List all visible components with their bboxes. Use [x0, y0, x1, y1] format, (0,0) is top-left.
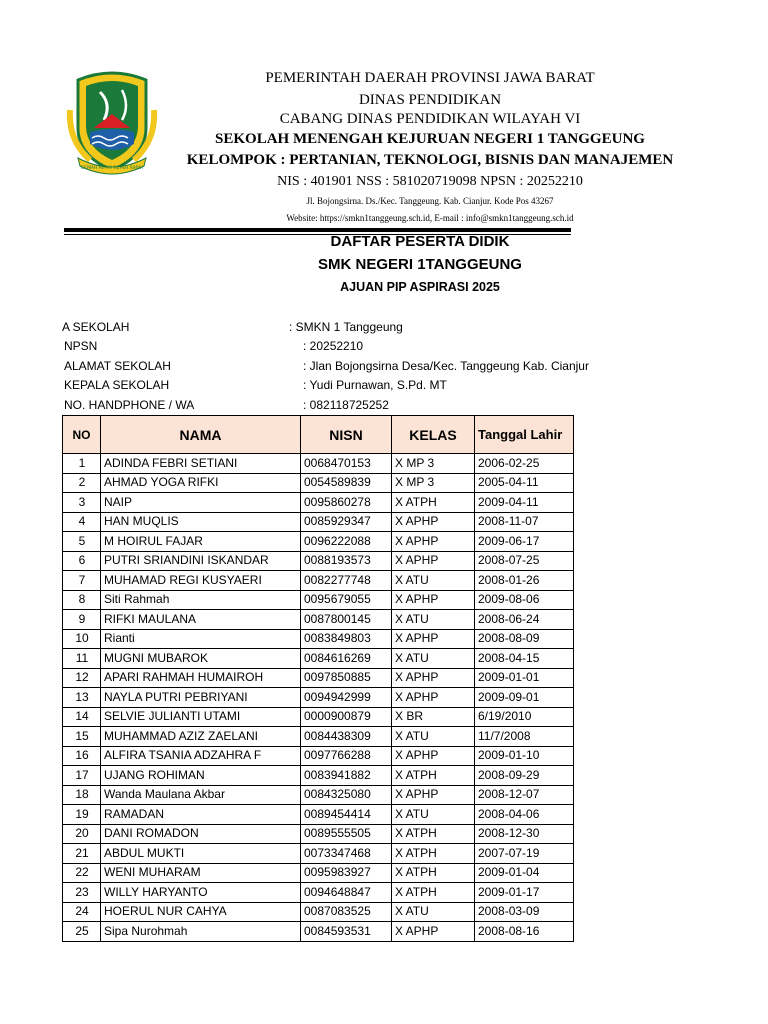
cell-no: 4: [63, 512, 101, 532]
table-row: [63, 590, 574, 610]
cell-nisn: 0095679055: [301, 590, 392, 610]
cell-nisn: 0083849803: [301, 629, 392, 649]
cell-tanggal-lahir: 2005-04-11: [475, 473, 574, 493]
cell-nama: Sipa Nurohmah: [101, 922, 301, 942]
cell-kelas: X MP 3: [392, 473, 475, 493]
cell-kelas: X ATU: [392, 571, 475, 591]
cell-nama: HOERUL NUR CAHYA: [101, 902, 301, 922]
cell-nama: MUHAMAD REGI KUSYAERI: [101, 571, 301, 591]
table-row: [63, 668, 574, 688]
cell-kelas: X ATPH: [392, 824, 475, 844]
letterhead-department: DINAS PENDIDIKAN: [358, 92, 502, 108]
cell-tanggal-lahir: 2008-07-25: [475, 551, 574, 571]
cell-no: 13: [63, 688, 101, 708]
letterhead-website: Website: https://smkn1tanggeung.sch.id, E-mail : info@smkn1tanggeung.sch.id: [286, 213, 574, 223]
cell-nama: DANI ROMADON: [101, 824, 301, 844]
west-java-crest-logo: [64, 70, 160, 176]
cell-nama: PUTRI SRIANDINI ISKANDAR: [101, 551, 301, 571]
cell-kelas: X MP 3: [392, 454, 475, 474]
cell-nisn: 0084325080: [301, 785, 392, 805]
table-row: [63, 649, 574, 669]
info-label-npsn: NPSN: [64, 339, 98, 353]
cell-nisn: 0088193573: [301, 551, 392, 571]
cell-nama: ADINDA FEBRI SETIANI: [101, 454, 301, 474]
cell-tanggal-lahir: 2008-06-24: [475, 610, 574, 630]
cell-no: 14: [63, 707, 101, 727]
cell-nisn: 0097766288: [301, 746, 392, 766]
cell-kelas: X ATU: [392, 902, 475, 922]
table-row: [63, 844, 574, 864]
cell-nisn: 0095860278: [301, 493, 392, 513]
cell-no: 22: [63, 863, 101, 883]
cell-nama: APARI RAHMAH HUMAIROH: [101, 668, 301, 688]
cell-nama: Siti Rahmah: [101, 590, 301, 610]
cell-nisn: 0083941882: [301, 766, 392, 786]
cell-no: 23: [63, 883, 101, 903]
info-value-phone: : 082118725252: [303, 398, 389, 412]
table-row: [63, 473, 574, 493]
table-row: [63, 766, 574, 786]
cell-kelas: X APHP: [392, 512, 475, 532]
cell-nama: ALFIRA TSANIA ADZAHRA F: [101, 746, 301, 766]
cell-nisn: 0087083525: [301, 902, 392, 922]
info-label-school: A SEKOLAH: [62, 320, 130, 334]
cell-no: 12: [63, 668, 101, 688]
cell-kelas: X APHP: [392, 668, 475, 688]
cell-tanggal-lahir: 2008-04-15: [475, 649, 574, 669]
cell-nisn: 0082277748: [301, 571, 392, 591]
info-value-address: : Jlan Bojongsirna Desa/Kec. Tanggeung Kab. Cianjur: [303, 359, 589, 373]
document-title: DAFTAR PESERTA DIDIK: [330, 233, 510, 250]
cell-tanggal-lahir: 2009-01-17: [475, 883, 574, 903]
cell-tanggal-lahir: 2008-09-29: [475, 766, 574, 786]
cell-nisn: 0089555505: [301, 824, 392, 844]
cell-tanggal-lahir: 2009-01-10: [475, 746, 574, 766]
cell-no: 1: [63, 454, 101, 474]
cell-no: 2: [63, 473, 101, 493]
cell-tanggal-lahir: 2008-11-07: [475, 512, 574, 532]
cell-kelas: X APHP: [392, 922, 475, 942]
cell-tanggal-lahir: 2006-02-25: [475, 454, 574, 474]
cell-nisn: 0097850885: [301, 668, 392, 688]
cell-kelas: X ATU: [392, 610, 475, 630]
cell-tanggal-lahir: 2008-12-30: [475, 824, 574, 844]
cell-nisn: 0073347468: [301, 844, 392, 864]
cell-nisn: 0084593531: [301, 922, 392, 942]
table-row: [63, 883, 574, 903]
cell-no: 15: [63, 727, 101, 747]
cell-nisn: 0085929347: [301, 512, 392, 532]
cell-tanggal-lahir: 2009-01-04: [475, 863, 574, 883]
info-value-principal: : Yudi Purnawan, S.Pd. MT: [303, 378, 447, 392]
letterhead-school-group: KELOMPOK : PERTANIAN, TEKNOLOGI, BISNIS DAN MANAJEMEN: [186, 152, 674, 168]
cell-kelas: X ATPH: [392, 766, 475, 786]
cell-kelas: X ATU: [392, 649, 475, 669]
cell-tanggal-lahir: 2009-04-11: [475, 493, 574, 513]
cell-nisn: 0096222088: [301, 532, 392, 552]
table-row: [63, 688, 574, 708]
table-row: [63, 785, 574, 805]
cell-tanggal-lahir: 2008-03-09: [475, 902, 574, 922]
table-row: [63, 727, 574, 747]
table-row: [63, 610, 574, 630]
table-row: [63, 902, 574, 922]
cell-kelas: X APHP: [392, 590, 475, 610]
cell-kelas: X BR: [392, 707, 475, 727]
table-row: [63, 454, 574, 474]
info-value-npsn: : 20252210: [303, 339, 364, 353]
table-row: [63, 629, 574, 649]
letterhead-school-name: SEKOLAH MENENGAH KEJURUAN NEGERI 1 TANGGEUNG: [215, 131, 645, 147]
cell-no: 24: [63, 902, 101, 922]
logo-motto: GEMAH RIPAH REPEH RAPIH: [80, 166, 144, 171]
table-row: [63, 551, 574, 571]
cell-kelas: X ATU: [392, 805, 475, 825]
cell-nama: NAYLA PUTRI PEBRIYANI: [101, 688, 301, 708]
cell-nama: HAN MUQLIS: [101, 512, 301, 532]
cell-kelas: X APHP: [392, 629, 475, 649]
cell-nisn: 0084616269: [301, 649, 392, 669]
info-label-address: ALAMAT SEKOLAH: [64, 359, 171, 373]
cell-kelas: X APHP: [392, 551, 475, 571]
letterhead-government: PEMERINTAH DAERAH PROVINSI JAWA BARAT: [265, 70, 595, 86]
cell-nama: SELVIE JULIANTI UTAMI: [101, 707, 301, 727]
table-row: [63, 922, 574, 942]
cell-nama: MUGNI MUBAROK: [101, 649, 301, 669]
cell-tanggal-lahir: 2008-04-06: [475, 805, 574, 825]
table-row: [63, 707, 574, 727]
cell-tanggal-lahir: 6/19/2010: [475, 707, 574, 727]
cell-nisn: 0094942999: [301, 688, 392, 708]
cell-tanggal-lahir: 2009-08-06: [475, 590, 574, 610]
cell-nama: Rianti: [101, 629, 301, 649]
cell-nama: Wanda Maulana Akbar: [101, 785, 301, 805]
column-header-nisn: NISN: [301, 416, 392, 454]
document-subtitle-school: SMK NEGERI 1TANGGEUNG: [318, 256, 522, 273]
cell-nama: NAIP: [101, 493, 301, 513]
table-header-row: [63, 416, 574, 454]
cell-nisn: 0054589839: [301, 473, 392, 493]
cell-nisn: 0087800145: [301, 610, 392, 630]
table-row: [63, 532, 574, 552]
cell-kelas: X APHP: [392, 746, 475, 766]
cell-no: 21: [63, 844, 101, 864]
cell-no: 25: [63, 922, 101, 942]
cell-nisn: 0094648847: [301, 883, 392, 903]
cell-nama: AHMAD YOGA RIFKI: [101, 473, 301, 493]
cell-tanggal-lahir: 2009-06-17: [475, 532, 574, 552]
cell-nama: MUHAMMAD AZIZ ZAELANI: [101, 727, 301, 747]
cell-nisn: 0089454414: [301, 805, 392, 825]
cell-kelas: X ATPH: [392, 883, 475, 903]
table-row: [63, 863, 574, 883]
column-header-no: NO: [63, 416, 101, 454]
cell-nisn: 0084438309: [301, 727, 392, 747]
document-subtitle-program: AJUAN PIP ASPIRASI 2025: [340, 280, 500, 294]
cell-no: 16: [63, 746, 101, 766]
cell-nisn: 0000900879: [301, 707, 392, 727]
table-row: [63, 512, 574, 532]
cell-nama: RIFKI MAULANA: [101, 610, 301, 630]
column-header-tanggal-lahir: Tanggal Lahir: [475, 416, 574, 454]
cell-kelas: X APHP: [392, 785, 475, 805]
cell-tanggal-lahir: 2008-08-09: [475, 629, 574, 649]
cell-kelas: X ATPH: [392, 493, 475, 513]
letterhead-address: Jl. Bojongsirna. Ds./Kec. Tanggeung. Kab. Cianjur. Kode Pos 43267: [306, 196, 554, 206]
cell-kelas: X APHP: [392, 688, 475, 708]
table-row: [63, 571, 574, 591]
letterhead-school-ids: NIS : 401901 NSS : 581020719098 NPSN : 20252210: [277, 174, 583, 189]
cell-kelas: X APHP: [392, 532, 475, 552]
cell-kelas: X ATU: [392, 727, 475, 747]
cell-kelas: X ATPH: [392, 863, 475, 883]
cell-nama: WILLY HARYANTO: [101, 883, 301, 903]
info-value-school: : SMKN 1 Tanggeung: [289, 320, 403, 334]
letterhead-divider-thick: [64, 228, 571, 232]
table-row: [63, 746, 574, 766]
cell-nama: M HOIRUL FAJAR: [101, 532, 301, 552]
table-row: [63, 824, 574, 844]
table-row: [63, 493, 574, 513]
cell-tanggal-lahir: 2009-01-01: [475, 668, 574, 688]
cell-nama: ABDUL MUKTI: [101, 844, 301, 864]
cell-tanggal-lahir: 2008-01-26: [475, 571, 574, 591]
cell-no: 10: [63, 629, 101, 649]
cell-tanggal-lahir: 2008-12-07: [475, 785, 574, 805]
cell-no: 18: [63, 785, 101, 805]
cell-tanggal-lahir: 2007-07-19: [475, 844, 574, 864]
info-label-phone: NO. HANDPHONE / WA: [64, 398, 195, 412]
cell-tanggal-lahir: 2009-09-01: [475, 688, 574, 708]
cell-no: 19: [63, 805, 101, 825]
cell-no: 11: [63, 649, 101, 669]
cell-no: 3: [63, 493, 101, 513]
cell-no: 8: [63, 590, 101, 610]
cell-tanggal-lahir: 11/7/2008: [475, 727, 574, 747]
column-header-kelas: KELAS: [392, 416, 475, 454]
cell-nama: WENI MUHARAM: [101, 863, 301, 883]
table-row: [63, 805, 574, 825]
column-header-nama: NAMA: [101, 416, 301, 454]
student-table: [62, 415, 574, 942]
cell-no: 7: [63, 571, 101, 591]
cell-nama: UJANG ROHIMAN: [101, 766, 301, 786]
cell-tanggal-lahir: 2008-08-16: [475, 922, 574, 942]
cell-no: 6: [63, 551, 101, 571]
info-label-principal: KEPALA SEKOLAH: [64, 378, 170, 392]
cell-no: 17: [63, 766, 101, 786]
cell-nisn: 0095983927: [301, 863, 392, 883]
cell-no: 20: [63, 824, 101, 844]
cell-nisn: 0068470153: [301, 454, 392, 474]
cell-no: 5: [63, 532, 101, 552]
letterhead-branch: CABANG DINAS PENDIDIKAN WILAYAH VI: [279, 111, 581, 127]
cell-nama: RAMADAN: [101, 805, 301, 825]
cell-no: 9: [63, 610, 101, 630]
cell-kelas: X ATPH: [392, 844, 475, 864]
